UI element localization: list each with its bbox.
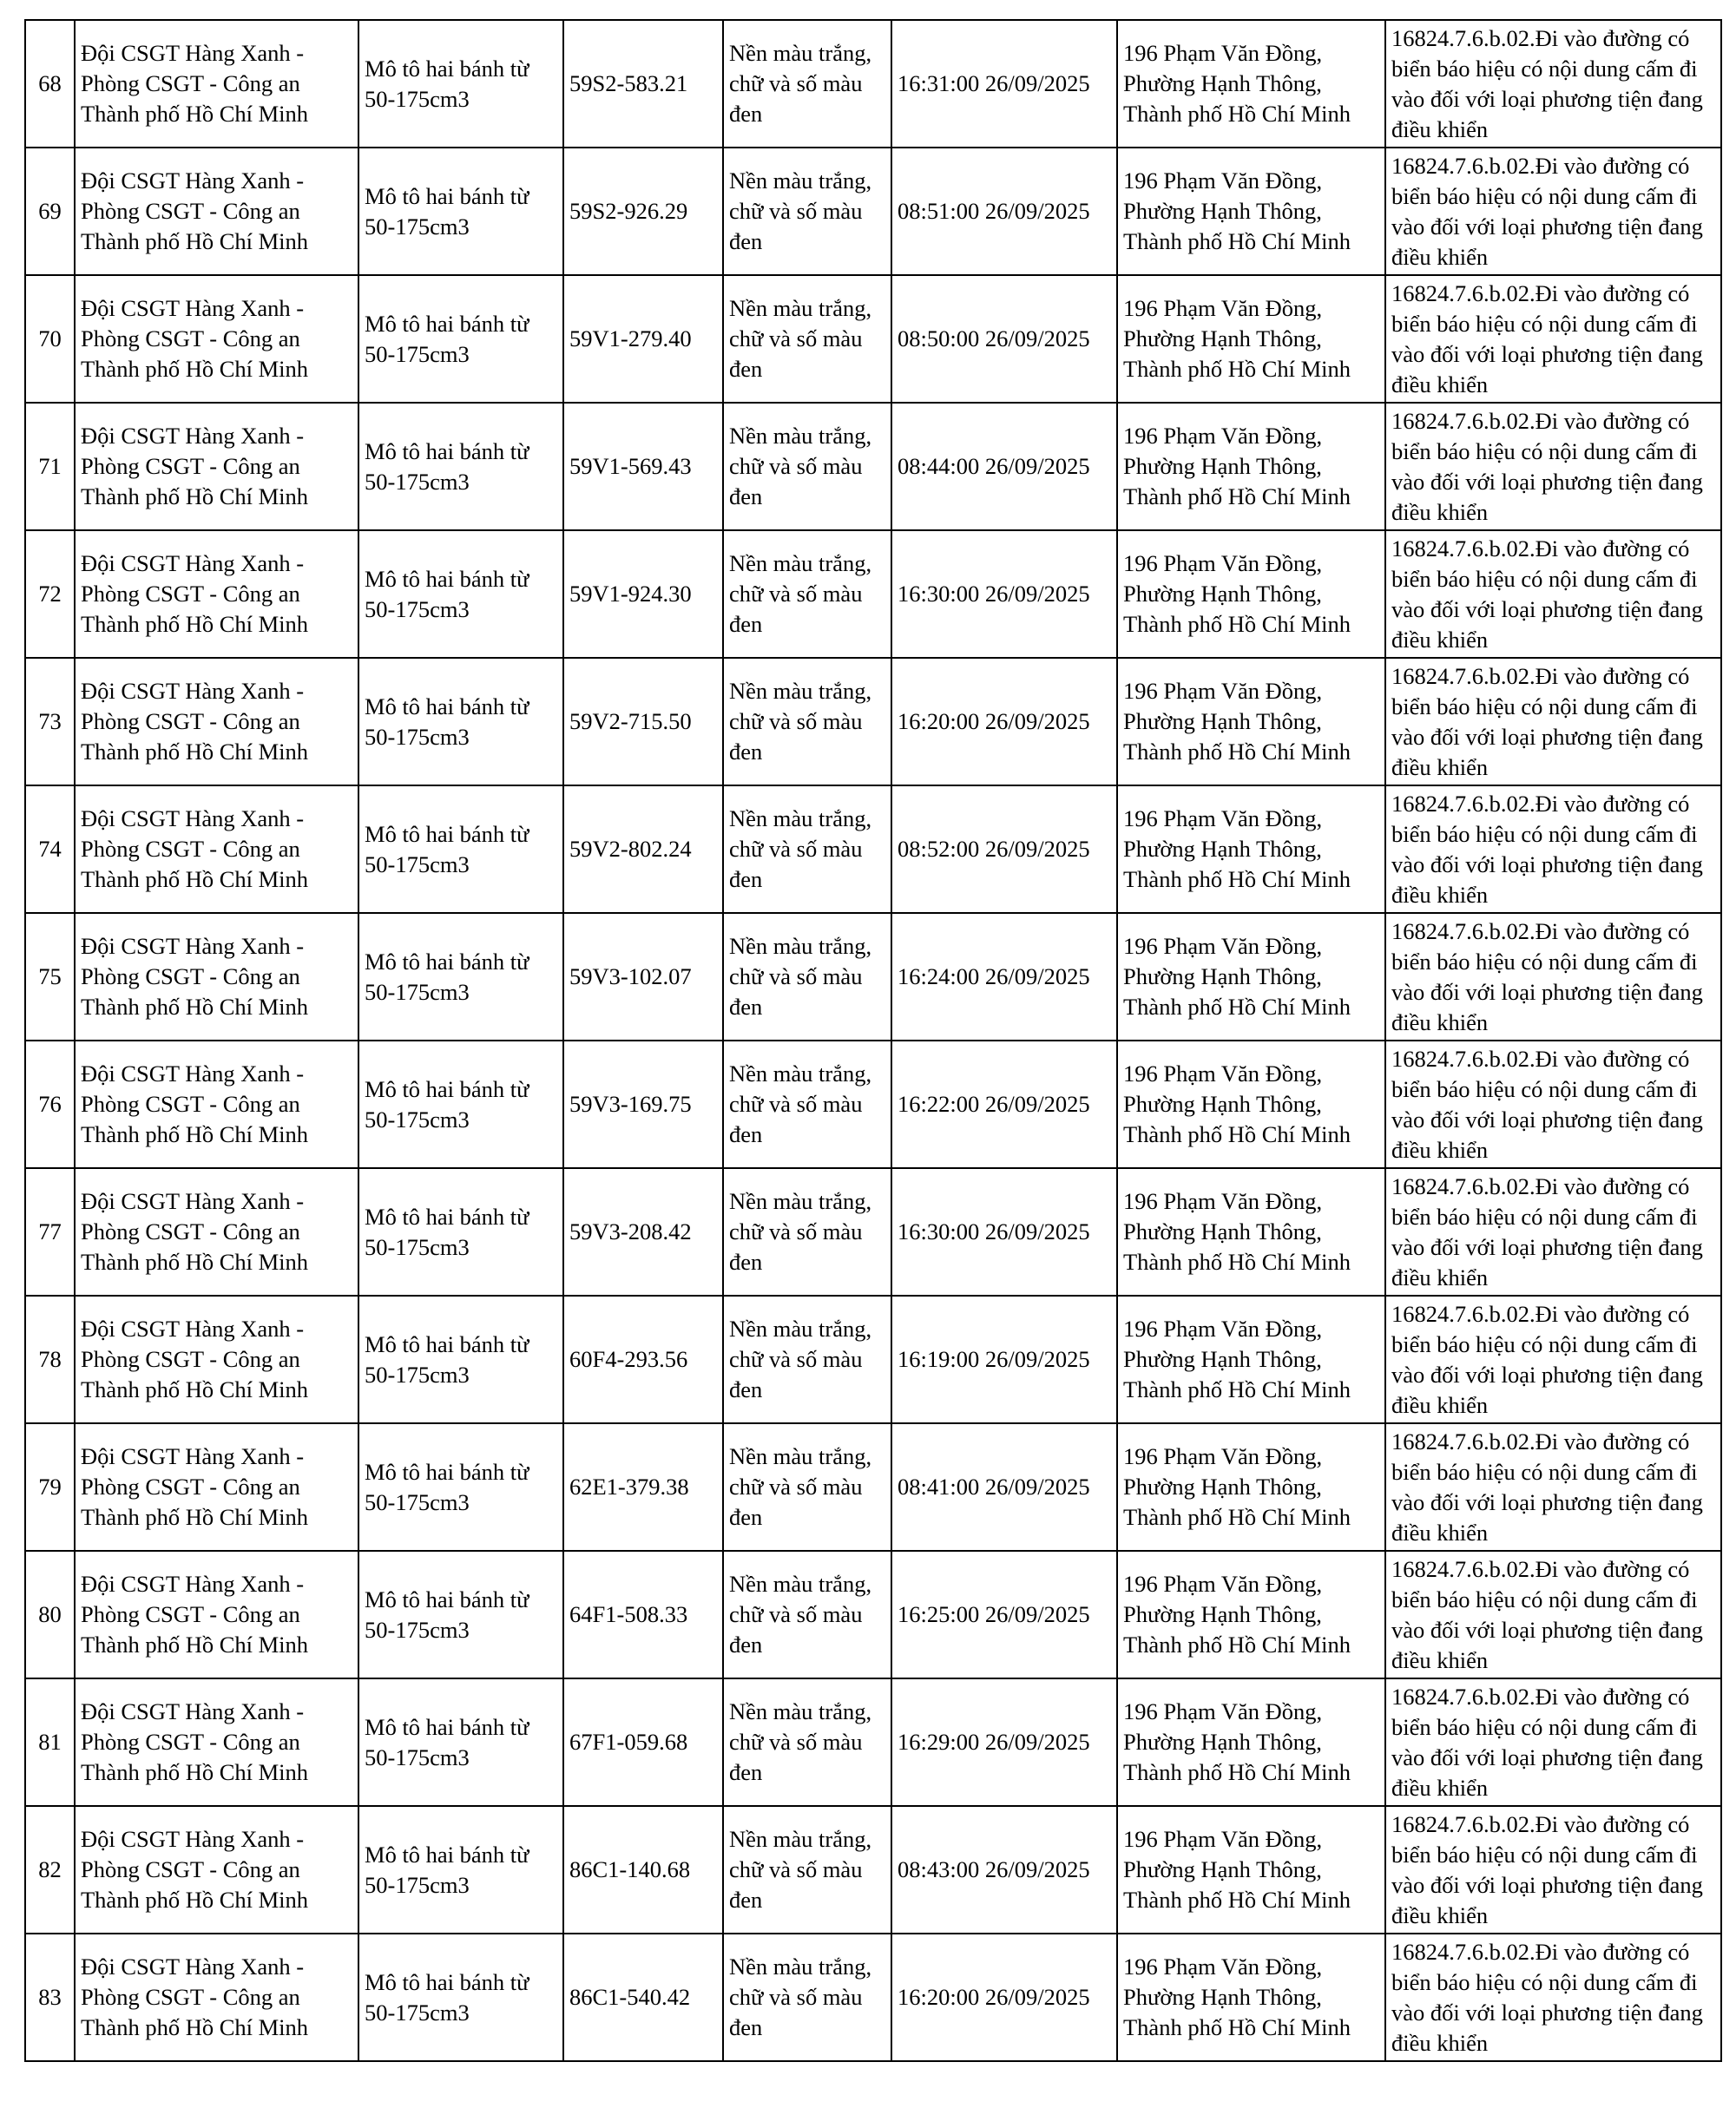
cell-violation-time <box>891 1168 1117 1296</box>
cell-vehicle-type <box>358 530 563 658</box>
cell-stt-text: 83 <box>38 1984 62 2010</box>
cell-vehicle-type-text: Mô tô hai bánh từ 50-175cm3 <box>365 55 529 112</box>
cell-violation-time-text: 16:30:00 26/09/2025 <box>898 581 1090 607</box>
cell-location-text: 196 Phạm Văn Đồng, Phường Hạnh Thông, Thành phố Hồ Chí Minh <box>1123 295 1351 382</box>
cell-location <box>1117 1551 1385 1678</box>
cell-stt-text: 74 <box>38 836 62 862</box>
cell-stt <box>25 1041 75 1168</box>
cell-license-plate-text: 62E1-379.38 <box>569 1474 689 1500</box>
cell-stt-text: 76 <box>38 1091 62 1117</box>
cell-violation <box>1385 785 1721 913</box>
table-row <box>25 20 1721 148</box>
cell-plate-color-text: Nền màu trắng, chữ và số màu đen <box>729 678 872 765</box>
cell-violation-text: 16824.7.6.b.02.Đi vào đường có biển báo hiệu có nội dung cấm đi vào đối với loại phương tiện đang điều khiển <box>1391 1172 1703 1290</box>
cell-location <box>1117 1806 1385 1934</box>
cell-vehicle-type-text: Mô tô hai bánh từ 50-175cm3 <box>365 310 529 367</box>
cell-license-plate <box>563 1296 723 1423</box>
cell-license-plate-text: 59V2-802.24 <box>569 836 692 862</box>
cell-vehicle-type-text: Mô tô hai bánh từ 50-175cm3 <box>365 1075 529 1133</box>
cell-violation-time-text: 08:41:00 26/09/2025 <box>898 1474 1090 1500</box>
cell-violation-text: 16824.7.6.b.02.Đi vào đường có biển báo hiệu có nội dung cấm đi vào đối với loại phương tiện đang điều khiển <box>1391 24 1703 142</box>
cell-violation-time <box>891 20 1117 148</box>
cell-license-plate-text: 59V1-279.40 <box>569 325 692 351</box>
cell-violation-time <box>891 1806 1117 1934</box>
cell-vehicle-type <box>358 20 563 148</box>
cell-vehicle-type-text: Mô tô hai bánh từ 50-175cm3 <box>365 565 529 622</box>
cell-plate-color <box>723 1806 891 1934</box>
cell-stt <box>25 1934 75 2061</box>
cell-violation-text: 16824.7.6.b.02.Đi vào đường có biển báo hiệu có nội dung cấm đi vào đối với loại phương tiện đang điều khiển <box>1391 1045 1703 1163</box>
cell-violation <box>1385 275 1721 403</box>
cell-unit <box>75 20 358 148</box>
cell-violation-text: 16824.7.6.b.02.Đi vào đường có biển báo hiệu có nội dung cấm đi vào đối với loại phương tiện đang điều khiển <box>1391 1810 1703 1928</box>
cell-location-text: 196 Phạm Văn Đồng, Phường Hạnh Thông, Thành phố Hồ Chí Minh <box>1123 40 1351 127</box>
cell-location <box>1117 275 1385 403</box>
cell-violation <box>1385 1296 1721 1423</box>
cell-unit-text: Đội CSGT Hàng Xanh - Phòng CSGT - Công an Thành phố Hồ Chí Minh <box>81 1443 309 1530</box>
cell-plate-color <box>723 148 891 275</box>
cell-violation-text: 16824.7.6.b.02.Đi vào đường có biển báo hiệu có nội dung cấm đi vào đối với loại phương tiện đang điều khiển <box>1391 279 1703 397</box>
cell-vehicle-type <box>358 148 563 275</box>
cell-license-plate-text: 59V3-208.42 <box>569 1218 692 1244</box>
cell-unit <box>75 785 358 913</box>
cell-vehicle-type <box>358 1551 563 1678</box>
cell-vehicle-type-text: Mô tô hai bánh từ 50-175cm3 <box>365 1713 529 1770</box>
cell-location-text: 196 Phạm Văn Đồng, Phường Hạnh Thông, Thành phố Hồ Chí Minh <box>1123 167 1351 254</box>
cell-plate-color-text: Nền màu trắng, chữ và số màu đen <box>729 1698 872 1785</box>
cell-plate-color <box>723 1678 891 1806</box>
cell-location-text: 196 Phạm Văn Đồng, Phường Hạnh Thông, Thành phố Hồ Chí Minh <box>1123 933 1351 1020</box>
table-row <box>25 658 1721 785</box>
cell-location-text: 196 Phạm Văn Đồng, Phường Hạnh Thông, Thành phố Hồ Chí Minh <box>1123 1316 1351 1402</box>
cell-license-plate-text: 64F1-508.33 <box>569 1601 688 1627</box>
cell-violation <box>1385 1806 1721 1934</box>
cell-violation-time-text: 16:29:00 26/09/2025 <box>898 1729 1090 1755</box>
cell-stt <box>25 1678 75 1806</box>
cell-location-text: 196 Phạm Văn Đồng, Phường Hạnh Thông, Thành phố Hồ Chí Minh <box>1123 1826 1351 1913</box>
cell-violation-text: 16824.7.6.b.02.Đi vào đường có biển báo hiệu có nội dung cấm đi vào đối với loại phương tiện đang điều khiển <box>1391 1555 1703 1673</box>
table-row <box>25 1041 1721 1168</box>
cell-unit <box>75 913 358 1041</box>
table-row <box>25 275 1721 403</box>
cell-location-text: 196 Phạm Văn Đồng, Phường Hạnh Thông, Thành phố Hồ Chí Minh <box>1123 1188 1351 1275</box>
cell-violation-time-text: 08:51:00 26/09/2025 <box>898 198 1090 224</box>
cell-stt-text: 71 <box>38 453 62 479</box>
table-row <box>25 1551 1721 1678</box>
cell-stt-text: 80 <box>38 1601 62 1627</box>
cell-location <box>1117 1168 1385 1296</box>
cell-location <box>1117 1678 1385 1806</box>
cell-unit-text: Đội CSGT Hàng Xanh - Phòng CSGT - Công an Thành phố Hồ Chí Minh <box>81 1316 309 1402</box>
cell-violation-time-text: 16:31:00 26/09/2025 <box>898 70 1090 96</box>
cell-vehicle-type <box>358 913 563 1041</box>
cell-plate-color-text: Nền màu trắng, chữ và số màu đen <box>729 1443 872 1530</box>
cell-license-plate <box>563 785 723 913</box>
cell-vehicle-type <box>358 1806 563 1934</box>
cell-plate-color-text: Nền màu trắng, chữ và số màu đen <box>729 1571 872 1658</box>
cell-location-text: 196 Phạm Văn Đồng, Phường Hạnh Thông, Thành phố Hồ Chí Minh <box>1123 550 1351 637</box>
cell-violation-time <box>891 785 1117 913</box>
table-row <box>25 1678 1721 1806</box>
cell-stt <box>25 148 75 275</box>
cell-stt <box>25 275 75 403</box>
cell-unit <box>75 403 358 530</box>
cell-violation-time-text: 08:44:00 26/09/2025 <box>898 453 1090 479</box>
cell-unit-text: Đội CSGT Hàng Xanh - Phòng CSGT - Công an Thành phố Hồ Chí Minh <box>81 933 309 1020</box>
cell-violation <box>1385 530 1721 658</box>
cell-vehicle-type-text: Mô tô hai bánh từ 50-175cm3 <box>365 1841 529 1898</box>
cell-violation <box>1385 1551 1721 1678</box>
violation-table <box>24 19 1722 2062</box>
cell-plate-color <box>723 1296 891 1423</box>
table-body <box>25 20 1721 2061</box>
cell-violation <box>1385 148 1721 275</box>
cell-plate-color-text: Nền màu trắng, chữ và số màu đen <box>729 1826 872 1913</box>
cell-location <box>1117 1041 1385 1168</box>
cell-violation-time <box>891 658 1117 785</box>
cell-unit <box>75 1423 358 1551</box>
cell-location-text: 196 Phạm Văn Đồng, Phường Hạnh Thông, Thành phố Hồ Chí Minh <box>1123 805 1351 892</box>
cell-stt-text: 72 <box>38 581 62 607</box>
cell-violation <box>1385 1041 1721 1168</box>
table-row <box>25 148 1721 275</box>
cell-stt-text: 75 <box>38 963 62 989</box>
cell-stt-text: 81 <box>38 1729 62 1755</box>
cell-license-plate-text: 59V3-169.75 <box>569 1091 692 1117</box>
cell-violation-time-text: 16:20:00 26/09/2025 <box>898 708 1090 734</box>
cell-unit <box>75 148 358 275</box>
cell-violation-time <box>891 1041 1117 1168</box>
cell-unit-text: Đội CSGT Hàng Xanh - Phòng CSGT - Công an Thành phố Hồ Chí Minh <box>81 1954 309 2040</box>
cell-violation-time <box>891 1551 1117 1678</box>
cell-vehicle-type-text: Mô tô hai bánh từ 50-175cm3 <box>365 948 529 1005</box>
cell-plate-color <box>723 1168 891 1296</box>
cell-vehicle-type-text: Mô tô hai bánh từ 50-175cm3 <box>365 1458 529 1515</box>
cell-plate-color-text: Nền màu trắng, chữ và số màu đen <box>729 1316 872 1402</box>
cell-unit-text: Đội CSGT Hàng Xanh - Phòng CSGT - Công an Thành phố Hồ Chí Minh <box>81 167 309 254</box>
cell-stt <box>25 1551 75 1678</box>
cell-license-plate <box>563 20 723 148</box>
cell-vehicle-type-text: Mô tô hai bánh từ 50-175cm3 <box>365 1968 529 2026</box>
cell-unit <box>75 1806 358 1934</box>
cell-violation-time-text: 08:43:00 26/09/2025 <box>898 1856 1090 1882</box>
cell-violation-time-text: 16:22:00 26/09/2025 <box>898 1091 1090 1117</box>
cell-unit <box>75 1934 358 2061</box>
cell-license-plate-text: 67F1-059.68 <box>569 1729 688 1755</box>
table-row <box>25 913 1721 1041</box>
cell-stt-text: 79 <box>38 1474 62 1500</box>
table-row <box>25 403 1721 530</box>
cell-vehicle-type <box>358 1423 563 1551</box>
cell-violation <box>1385 658 1721 785</box>
table-row <box>25 1806 1721 1934</box>
cell-plate-color <box>723 1041 891 1168</box>
cell-violation-text: 16824.7.6.b.02.Đi vào đường có biển báo hiệu có nội dung cấm đi vào đối với loại phương tiện đang điều khiển <box>1391 407 1703 525</box>
cell-violation-time <box>891 913 1117 1041</box>
cell-violation-text: 16824.7.6.b.02.Đi vào đường có biển báo hiệu có nội dung cấm đi vào đối với loại phương tiện đang điều khiển <box>1391 1428 1703 1546</box>
cell-unit <box>75 275 358 403</box>
cell-license-plate-text: 59V1-569.43 <box>569 453 692 479</box>
cell-plate-color-text: Nền màu trắng, chữ và số màu đen <box>729 167 872 254</box>
cell-plate-color-text: Nền màu trắng, chữ và số màu đen <box>729 550 872 637</box>
cell-vehicle-type-text: Mô tô hai bánh từ 50-175cm3 <box>365 820 529 877</box>
table-row <box>25 1934 1721 2061</box>
cell-violation-text: 16824.7.6.b.02.Đi vào đường có biển báo hiệu có nội dung cấm đi vào đối với loại phương tiện đang điều khiển <box>1391 662 1703 780</box>
cell-location-text: 196 Phạm Văn Đồng, Phường Hạnh Thông, Thành phố Hồ Chí Minh <box>1123 1954 1351 2040</box>
cell-location-text: 196 Phạm Văn Đồng, Phường Hạnh Thông, Thành phố Hồ Chí Minh <box>1123 1698 1351 1785</box>
cell-stt <box>25 403 75 530</box>
cell-stt-text: 68 <box>38 70 62 96</box>
cell-unit <box>75 1168 358 1296</box>
cell-plate-color-text: Nền màu trắng, chữ và số màu đen <box>729 933 872 1020</box>
cell-violation <box>1385 913 1721 1041</box>
cell-plate-color-text: Nền màu trắng, chữ và số màu đen <box>729 1188 872 1275</box>
cell-plate-color <box>723 20 891 148</box>
cell-license-plate <box>563 1041 723 1168</box>
cell-license-plate <box>563 1934 723 2061</box>
cell-violation-text: 16824.7.6.b.02.Đi vào đường có biển báo hiệu có nội dung cấm đi vào đối với loại phương tiện đang điều khiển <box>1391 790 1703 908</box>
cell-violation-time-text: 16:20:00 26/09/2025 <box>898 1984 1090 2010</box>
cell-license-plate <box>563 1806 723 1934</box>
cell-violation-time-text: 08:52:00 26/09/2025 <box>898 836 1090 862</box>
cell-plate-color-text: Nền màu trắng, chữ và số màu đen <box>729 1954 872 2040</box>
cell-violation <box>1385 1423 1721 1551</box>
cell-stt <box>25 913 75 1041</box>
cell-license-plate-text: 86C1-140.68 <box>569 1856 691 1882</box>
cell-vehicle-type <box>358 1678 563 1806</box>
cell-violation-time <box>891 403 1117 530</box>
cell-vehicle-type <box>358 1041 563 1168</box>
cell-vehicle-type <box>358 1168 563 1296</box>
cell-plate-color <box>723 275 891 403</box>
cell-location-text: 196 Phạm Văn Đồng, Phường Hạnh Thông, Thành phố Hồ Chí Minh <box>1123 678 1351 765</box>
cell-violation-time-text: 16:25:00 26/09/2025 <box>898 1601 1090 1627</box>
cell-license-plate-text: 59S2-583.21 <box>569 70 688 96</box>
cell-license-plate-text: 59V1-924.30 <box>569 581 692 607</box>
cell-license-plate <box>563 1423 723 1551</box>
cell-location-text: 196 Phạm Văn Đồng, Phường Hạnh Thông, Thành phố Hồ Chí Minh <box>1123 1061 1351 1147</box>
cell-violation-text: 16824.7.6.b.02.Đi vào đường có biển báo hiệu có nội dung cấm đi vào đối với loại phương tiện đang điều khiển <box>1391 917 1703 1035</box>
cell-license-plate <box>563 148 723 275</box>
cell-stt-text: 78 <box>38 1346 62 1372</box>
cell-unit-text: Đội CSGT Hàng Xanh - Phòng CSGT - Công an Thành phố Hồ Chí Minh <box>81 1061 309 1147</box>
cell-violation-time <box>891 1678 1117 1806</box>
cell-license-plate-text: 59V3-102.07 <box>569 963 692 989</box>
cell-plate-color <box>723 785 891 913</box>
cell-stt <box>25 1806 75 1934</box>
cell-violation-time <box>891 530 1117 658</box>
cell-vehicle-type-text: Mô tô hai bánh từ 50-175cm3 <box>365 182 529 240</box>
cell-violation-text: 16824.7.6.b.02.Đi vào đường có biển báo hiệu có nội dung cấm đi vào đối với loại phương tiện đang điều khiển <box>1391 1300 1703 1418</box>
cell-violation <box>1385 403 1721 530</box>
cell-unit-text: Đội CSGT Hàng Xanh - Phòng CSGT - Công an Thành phố Hồ Chí Minh <box>81 1826 309 1913</box>
cell-vehicle-type <box>358 658 563 785</box>
cell-plate-color <box>723 913 891 1041</box>
cell-license-plate-text: 86C1-540.42 <box>569 1984 691 2010</box>
table-row <box>25 1296 1721 1423</box>
cell-license-plate <box>563 403 723 530</box>
cell-location <box>1117 913 1385 1041</box>
cell-unit-text: Đội CSGT Hàng Xanh - Phòng CSGT - Công an Thành phố Hồ Chí Minh <box>81 423 309 509</box>
cell-vehicle-type <box>358 785 563 913</box>
cell-violation-text: 16824.7.6.b.02.Đi vào đường có biển báo hiệu có nội dung cấm đi vào đối với loại phương tiện đang điều khiển <box>1391 1683 1703 1801</box>
cell-violation-time <box>891 148 1117 275</box>
cell-violation-text: 16824.7.6.b.02.Đi vào đường có biển báo hiệu có nội dung cấm đi vào đối với loại phương tiện đang điều khiển <box>1391 152 1703 270</box>
cell-location <box>1117 148 1385 275</box>
cell-unit-text: Đội CSGT Hàng Xanh - Phòng CSGT - Công an Thành phố Hồ Chí Minh <box>81 40 309 127</box>
cell-stt-text: 69 <box>38 198 62 224</box>
cell-stt-text: 73 <box>38 708 62 734</box>
cell-unit <box>75 530 358 658</box>
cell-vehicle-type <box>358 1934 563 2061</box>
cell-license-plate <box>563 658 723 785</box>
cell-stt <box>25 785 75 913</box>
cell-location-text: 196 Phạm Văn Đồng, Phường Hạnh Thông, Thành phố Hồ Chí Minh <box>1123 1443 1351 1530</box>
cell-location <box>1117 785 1385 913</box>
cell-stt-text: 77 <box>38 1218 62 1244</box>
cell-violation-time-text: 16:30:00 26/09/2025 <box>898 1218 1090 1244</box>
cell-plate-color <box>723 1423 891 1551</box>
cell-vehicle-type-text: Mô tô hai bánh từ 50-175cm3 <box>365 1203 529 1260</box>
table-row <box>25 1168 1721 1296</box>
cell-stt-text: 70 <box>38 325 62 351</box>
cell-vehicle-type-text: Mô tô hai bánh từ 50-175cm3 <box>365 1586 529 1643</box>
cell-stt <box>25 20 75 148</box>
cell-violation-time <box>891 275 1117 403</box>
cell-violation <box>1385 20 1721 148</box>
cell-violation <box>1385 1934 1721 2061</box>
cell-unit-text: Đội CSGT Hàng Xanh - Phòng CSGT - Công an Thành phố Hồ Chí Minh <box>81 1188 309 1275</box>
cell-vehicle-type <box>358 275 563 403</box>
cell-location <box>1117 1934 1385 2061</box>
cell-license-plate <box>563 1551 723 1678</box>
cell-vehicle-type-text: Mô tô hai bánh từ 50-175cm3 <box>365 437 529 495</box>
cell-unit-text: Đội CSGT Hàng Xanh - Phòng CSGT - Công an Thành phố Hồ Chí Minh <box>81 805 309 892</box>
cell-unit-text: Đội CSGT Hàng Xanh - Phòng CSGT - Công an Thành phố Hồ Chí Minh <box>81 295 309 382</box>
cell-vehicle-type <box>358 403 563 530</box>
cell-plate-color-text: Nền màu trắng, chữ và số màu đen <box>729 40 872 127</box>
cell-plate-color-text: Nền màu trắng, chữ và số màu đen <box>729 1061 872 1147</box>
cell-vehicle-type-text: Mô tô hai bánh từ 50-175cm3 <box>365 693 529 750</box>
table-row <box>25 1423 1721 1551</box>
cell-plate-color <box>723 1551 891 1678</box>
cell-plate-color-text: Nền màu trắng, chữ và số màu đen <box>729 805 872 892</box>
cell-violation <box>1385 1168 1721 1296</box>
cell-violation-time <box>891 1934 1117 2061</box>
cell-unit-text: Đội CSGT Hàng Xanh - Phòng CSGT - Công an Thành phố Hồ Chí Minh <box>81 1571 309 1658</box>
cell-stt <box>25 1296 75 1423</box>
cell-license-plate <box>563 1168 723 1296</box>
cell-location <box>1117 1423 1385 1551</box>
cell-location <box>1117 403 1385 530</box>
cell-unit <box>75 1678 358 1806</box>
cell-license-plate-text: 60F4-293.56 <box>569 1346 688 1372</box>
cell-stt <box>25 1423 75 1551</box>
cell-unit <box>75 1296 358 1423</box>
cell-location-text: 196 Phạm Văn Đồng, Phường Hạnh Thông, Thành phố Hồ Chí Minh <box>1123 423 1351 509</box>
cell-plate-color <box>723 658 891 785</box>
table-row <box>25 530 1721 658</box>
cell-license-plate-text: 59V2-715.50 <box>569 708 692 734</box>
cell-location <box>1117 658 1385 785</box>
cell-plate-color <box>723 1934 891 2061</box>
cell-unit <box>75 1551 358 1678</box>
table-row <box>25 785 1721 913</box>
cell-unit-text: Đội CSGT Hàng Xanh - Phòng CSGT - Công an Thành phố Hồ Chí Minh <box>81 1698 309 1785</box>
cell-license-plate-text: 59S2-926.29 <box>569 198 688 224</box>
cell-plate-color <box>723 530 891 658</box>
cell-violation-time-text: 16:19:00 26/09/2025 <box>898 1346 1090 1372</box>
cell-stt-text: 82 <box>38 1856 62 1882</box>
cell-violation-text: 16824.7.6.b.02.Đi vào đường có biển báo hiệu có nội dung cấm đi vào đối với loại phương tiện đang điều khiển <box>1391 1938 1703 2056</box>
cell-location <box>1117 1296 1385 1423</box>
cell-violation-time-text: 08:50:00 26/09/2025 <box>898 325 1090 351</box>
cell-stt <box>25 658 75 785</box>
cell-location <box>1117 530 1385 658</box>
cell-stt <box>25 1168 75 1296</box>
cell-license-plate <box>563 530 723 658</box>
cell-stt <box>25 530 75 658</box>
cell-plate-color-text: Nền màu trắng, chữ và số màu đen <box>729 423 872 509</box>
cell-unit <box>75 658 358 785</box>
cell-unit-text: Đội CSGT Hàng Xanh - Phòng CSGT - Công an Thành phố Hồ Chí Minh <box>81 550 309 637</box>
cell-location <box>1117 20 1385 148</box>
cell-location-text: 196 Phạm Văn Đồng, Phường Hạnh Thông, Thành phố Hồ Chí Minh <box>1123 1571 1351 1658</box>
cell-vehicle-type <box>358 1296 563 1423</box>
cell-violation-time <box>891 1423 1117 1551</box>
cell-violation-time-text: 16:24:00 26/09/2025 <box>898 963 1090 989</box>
cell-license-plate <box>563 913 723 1041</box>
cell-violation-text: 16824.7.6.b.02.Đi vào đường có biển báo hiệu có nội dung cấm đi vào đối với loại phương tiện đang điều khiển <box>1391 535 1703 653</box>
cell-vehicle-type-text: Mô tô hai bánh từ 50-175cm3 <box>365 1330 529 1388</box>
cell-violation <box>1385 1678 1721 1806</box>
cell-plate-color <box>723 403 891 530</box>
cell-license-plate <box>563 1678 723 1806</box>
cell-unit-text: Đội CSGT Hàng Xanh - Phòng CSGT - Công an Thành phố Hồ Chí Minh <box>81 678 309 765</box>
cell-violation-time <box>891 1296 1117 1423</box>
cell-plate-color-text: Nền màu trắng, chữ và số màu đen <box>729 295 872 382</box>
cell-license-plate <box>563 275 723 403</box>
cell-unit <box>75 1041 358 1168</box>
